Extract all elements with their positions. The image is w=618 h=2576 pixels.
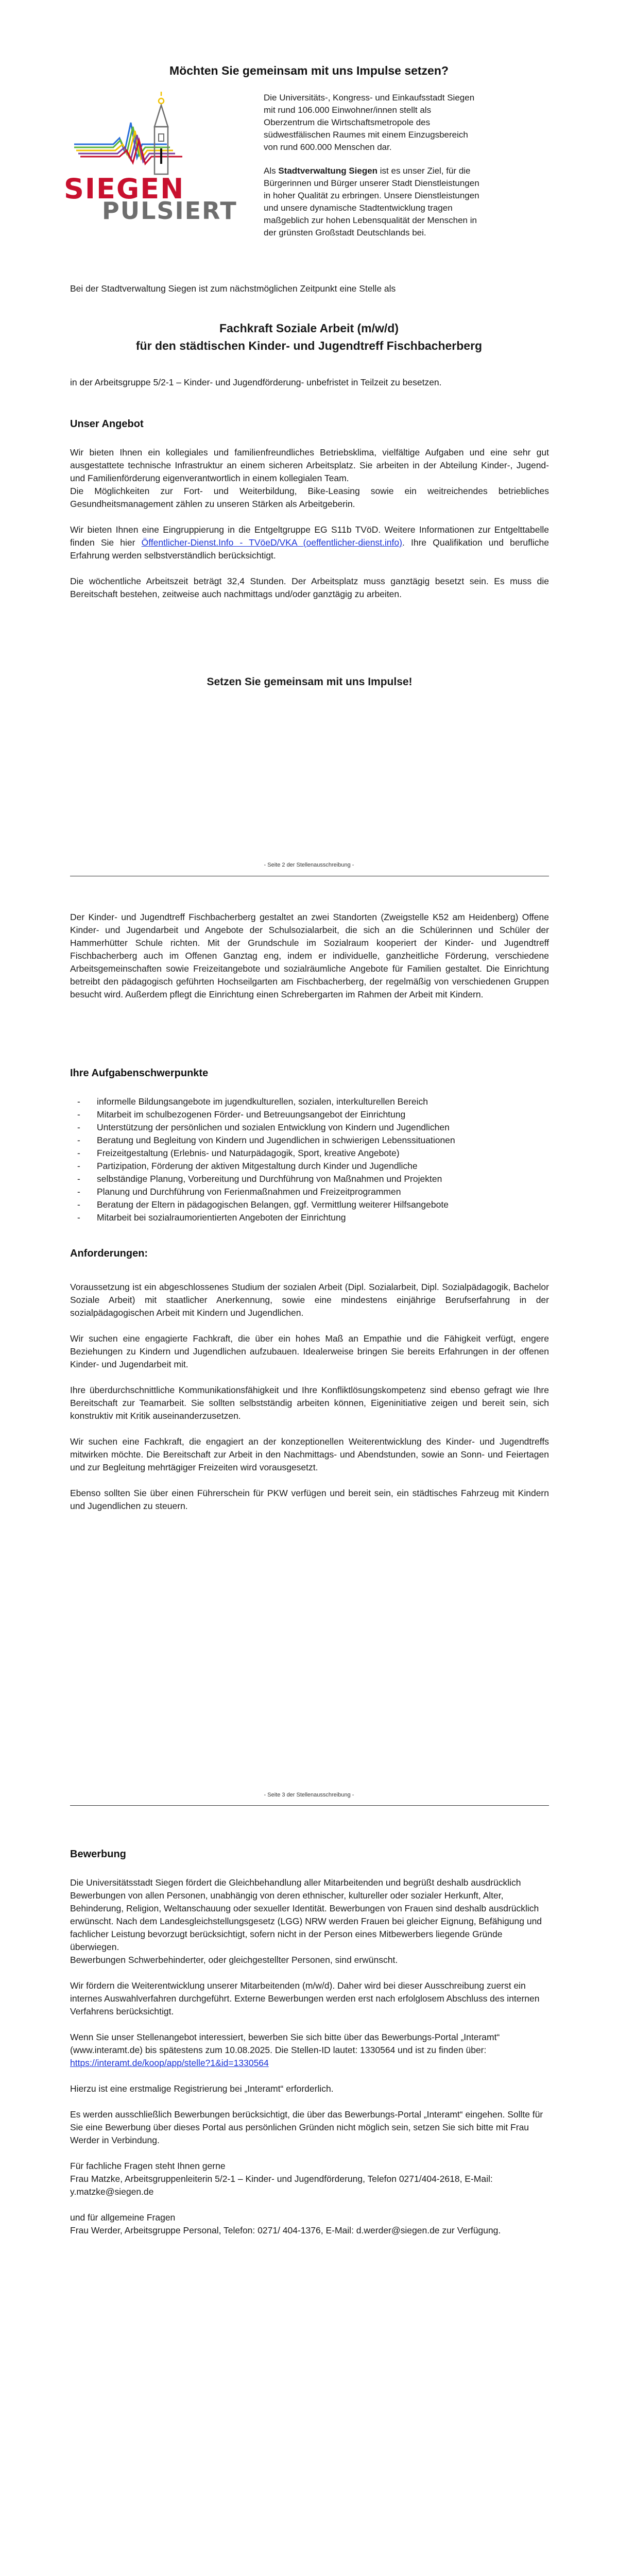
application-paragraph-5: Es werden ausschließlich Bewerbungen berücksichtigt, die über das Bewerbungs-Portal „Interamt“ eingehen. Sollte für Sie eine Bewerbung über dieses Portal aus persönlichen Gründen nicht möglich sein, setzen Sie sich bitte mit Frau Werder in Verbindung. xyxy=(70,2109,543,2145)
offer-section xyxy=(70,446,549,601)
contact-1-intro: Für fachliche Fragen steht Ihnen gerne xyxy=(70,2161,226,2171)
requirements-paragraph-3: Ihre überdurchschnittliche Kommunikationsfähigkeit und Ihre Konfliktlösungskompetenz sind ebenso gefragt wie Ihre Bereitschaft zur Teamarbeit. Sie sollten selbstständig arbeiten können, Eigeninitiative zeigen und bereit sein, sich konstruktiv mit Kritik auseinanderzusetzen. xyxy=(70,1385,549,1421)
salary-table-link[interactable]: Öffentlicher-Dienst.Info - TVöeD/VKA (oeffentlicher-dienst.info) xyxy=(141,537,402,548)
offer-paragraph-1b: Die Möglichkeiten zur Fort- und Weiterbildung, Bike-Leasing sowie ein weitreichendes betriebliches Gesundheitsmanagement zählen zu unseren Stärken als Arbeitgeberin. xyxy=(70,486,549,509)
list-item: - selbständige Planung, Vorbereitung und Durchführung von Maßnahmen und Projekten xyxy=(70,1173,549,1185)
list-item: - Beratung der Eltern in pädagogischen Belangen, ggf. Vermittlung weiterer Hilfsangebote xyxy=(70,1198,549,1211)
list-item: - Unterstützung der persönlichen und sozialen Entwicklung von Kindern und Jugendlichen xyxy=(70,1121,549,1134)
job-title xyxy=(0,319,618,354)
lead-text: Bei der Stadtverwaltung Siegen ist zum nächstmöglichen Zeitpunkt eine Stelle als xyxy=(70,283,396,294)
requirements-paragraph-5: Ebenso sollten Sie über einen Führerschein für PKW verfügen und bereit sein, ein städtisches Fahrzeug mit Kindern und Jugendlichen zu steuern. xyxy=(70,1488,549,1511)
contact-2-intro: und für allgemeine Fragen xyxy=(70,2212,176,2223)
offer-heading: Unser Angebot xyxy=(70,418,144,430)
requirements-paragraph-1: Voraussetzung ist ein abgeschlossenes Studium der sozialen Arbeit (Dipl. Sozialarbeit, Dipl. Sozialpädagogik, Bachelor Soziale Arbeit) mit staatlicher Anerkennung, sowie eine mindestens einjährige Berufserfahrung in der sozialpädagogischen Arbeit mit Kindern und Jugendlichen. xyxy=(70,1282,549,1318)
application-section xyxy=(70,1876,549,2237)
application-paragraph-3: Wenn Sie unser Stellenangebot interessiert, bewerben Sie sich bitte über das Bewerbungs-Portal „Interamt“ (www.interamt.de) bis spätestens zum 10.08.2025. Die Stellen-ID lautet: 1330564 und ist zu finden über: xyxy=(70,2032,500,2055)
contact-2: Frau Werder, Arbeitsgruppe Personal, Telefon: 0271/ 404-1376, E-Mail: d.werder@siegen.de zur Verfügung. xyxy=(70,2225,501,2235)
application-paragraph-4: Hierzu ist eine erstmalige Registrierung bei „Interamt“ erforderlich. xyxy=(70,2083,334,2094)
list-item: - Mitarbeit bei sozialraumorientierten Angeboten der Einrichtung xyxy=(70,1211,549,1224)
requirements-heading: Anforderungen: xyxy=(70,1248,148,1259)
intro-paragraph-1: Die Universitäts-, Kongress- und Einkaufsstadt Siegen mit rund 106.000 Einwohner/innen stellt als Oberzentrum die Wirtschaftsmetropole des südwestfälischen Raumes mit einem Einzugsbereich von rund 600.000 Menschen dar. xyxy=(264,93,475,152)
intro-text xyxy=(264,92,480,239)
requirements-paragraph-2: Wir suchen eine engagierte Fachkraft, die über ein hohes Maß an Empathie und die Fähigkeit verfügt, engere Beziehungen zu Kindern und Jugendlichen aufzubauen. Idealerweise bringen Sie bereits Erfahrungen in der offenen Kinder- und Jugendarbeit mit. xyxy=(70,1333,549,1369)
tasks-list xyxy=(70,1095,549,1224)
page-divider-3 xyxy=(70,1805,549,1806)
requirements-paragraph-4: Wir suchen eine Fachkraft, die engagiert an der konzeptionellen Weiterentwicklung des Kinder- und Jugendtreffs mitwirken möchte. Die Bereitschaft zur Arbeit in den Nachmittags- und Abendstunden, sowie an Sonn- und Feiertagen und zur Begleitung mehrtägiger Freizeiten wird vorausgesetzt. xyxy=(70,1436,549,1472)
requirements-section xyxy=(70,1281,549,1513)
tasks-heading: Ihre Aufgabenschwerpunkte xyxy=(70,1067,209,1079)
list-item: - Mitarbeit im schulbezogenen Förder- und Betreuungsangebot der Einrichtung xyxy=(70,1108,549,1121)
siegen-pulsiert-logo xyxy=(64,87,260,225)
logo-word-pulsiert: PULSIERT xyxy=(102,197,237,225)
list-item: - Freizeitgestaltung (Erlebnis- und Naturpädagogik, Sport, kreative Angebote) xyxy=(70,1147,549,1160)
intro-p2-bold: Stadtverwaltung Siegen xyxy=(278,166,378,176)
job-group-text: in der Arbeitsgruppe 5/2-1 – Kinder- und Jugendförderung- unbefristet in Teilzeit zu besetzen. xyxy=(70,377,442,387)
contact-1: Frau Matzke, Arbeitsgruppenleiterin 5/2-1 – Kinder- und Jugendförderung, Telefon 0271/404-2618, E-Mail: y.matzke@siegen.de xyxy=(70,2174,493,2197)
list-item: - informelle Bildungsangebote im jugendkulturellen, sozialen, interkulturellen Bereich xyxy=(70,1095,549,1108)
application-paragraph-1b: Bewerbungen Schwerbehinderter, oder gleichgestellter Personen, sind erwünscht. xyxy=(70,1955,398,1965)
list-item: - Planung und Durchführung von Ferienmaßnahmen und Freizeitprogrammen xyxy=(70,1185,549,1198)
offer-p2-post: . Ihre Qualifikation und berufliche Erfahrung werden selbstverständlich berücksichtigt. xyxy=(70,537,550,561)
logo-word-siegen: SIEGEN xyxy=(64,173,185,205)
list-item: - Partizipation, Förderung der aktiven Mitgestaltung durch Kinder und Jugendliche xyxy=(70,1160,549,1173)
facility-description: Der Kinder- und Jugendtreff Fischbacherberg gestaltet an zwei Standorten (Zweigstelle K52 am Heidenberg) Offene Kinder- und Jugendarbeit und Angebote der Schulsozialarbeit, die sich an die Schülerinnen und Schüler der Hammerhütter Schule richten. Mit der Grundschule im Sozialraum kooperiert der Kinder- und Jugendtreff Fischbacherberg auch im Offenen Ganztag eng, indem er individuelle, ganzheitliche Förderung, verschiedene Arbeitsgemeinschaften sowie Freizeitangebote und sozialräumliche Angebote für Familien gestaltet. Die Einrichtung betreibt den pädagogisch geführten Hochseilgarten am Fischbacherberg, der regelmäßig von verschiedenen Gruppen besucht wird. Außerdem pflegt die Einrichtung einen Schrebergarten im Rahmen der Arbeit mit Kindern. xyxy=(70,912,549,999)
page-title: Möchten Sie gemeinsam mit uns Impulse setzen? xyxy=(169,64,449,77)
application-paragraph-2: Wir fördern die Weiterentwicklung unserer Mitarbeitenden (m/w/d). Daher wird bei dieser Ausschreibung zuerst ein internes Auswahlverfahren durchgeführt. Externe Bewerbungen werden erst nach erfolglosem Abschluss des internen Verfahrens berücksichtigt. xyxy=(70,1980,540,2016)
intro-paragraph-2 xyxy=(264,165,480,239)
offer-paragraph-2 xyxy=(70,523,549,562)
list-item: - Beratung und Begleitung von Kindern und Jugendlichen in schwierigen Lebenssituationen xyxy=(70,1134,549,1147)
application-paragraph-1: Die Universitätsstadt Siegen fördert die Gleichbehandlung aller Mitarbeitenden und begrüßt deshalb ausdrücklich Bewerbungen von allen Personen, unabhängig von deren ethnischer, kultureller oder sozialer Herkunft, Alter, Behinderung, Religion, Weltanschauung oder sexueller Identität. Bewerbungen von Frauen sind deshalb ausdrücklich erwünscht. Nach dem Landesgleichstellungsgesetz (LGG) NRW werden Frauen bei gleicher Eignung, Befähigung und fachlicher Leistung bevorzugt berücksichtigt, sofern nicht in der Person eines Mitbewerbers liegende Gründe überwiegen. xyxy=(70,1877,542,1952)
offer-paragraph-1: Wir bieten Ihnen ein kollegiales und familienfreundliches Betriebsklima, vielfältige Aufgaben und eine sehr gut ausgestattete technische Infrastruktur an einem sicheren Arbeitsplatz. Sie arbeiten in der Abteilung Kinder-, Jugend- und Familienförderung eigenverantwortlich in einem kollegialen Team. xyxy=(70,447,549,483)
tower-icon xyxy=(154,92,168,174)
offer-paragraph-3: Die wöchentliche Arbeitszeit beträgt 32,4 Stunden. Der Arbeitsplatz muss ganztägig besetzt sein. Es muss die Bereitschaft bestehen, zeitweise auch nachmittags und/oder ganztägig zu arbeiten. xyxy=(70,576,549,599)
intro-p2-pre: Als xyxy=(264,166,279,176)
job-title-line-2: für den städtischen Kinder- und Jugendtreff Fischbacherberg xyxy=(135,339,483,352)
page-marker-3: - Seite 3 der Stellenausschreibung - xyxy=(264,1792,354,1798)
application-heading: Bewerbung xyxy=(70,1849,126,1860)
job-title-line-1: Fachkraft Soziale Arbeit (m/w/d) xyxy=(219,321,399,335)
interamt-link[interactable]: https://interamt.de/koop/app/stelle?1&id=1330564 xyxy=(70,2058,269,2068)
intro-p2-post: ist es unser Ziel, für die Bürgerinnen und Bürger unserer Stadt Dienstleistungen in hoher Qualität zu erbringen. Unsere Dienstleistungen und unsere dynamische Stadtentwicklung tragen maßgeblich zur hohen Lebensqualität der Menschen in der grünsten Großstadt Deutschlands bei. xyxy=(264,166,479,238)
offer-p2-pre: Wir bieten Ihnen eine Eingruppierung in die Entgeltgruppe EG S11b TVöD. Weitere Informationen zur Entgelttabelle finden Sie hier xyxy=(70,524,549,548)
page-marker-2: - Seite 2 der Stellenausschreibung - xyxy=(264,862,354,868)
slogan: Setzen Sie gemeinsam mit uns Impulse! xyxy=(207,676,413,688)
